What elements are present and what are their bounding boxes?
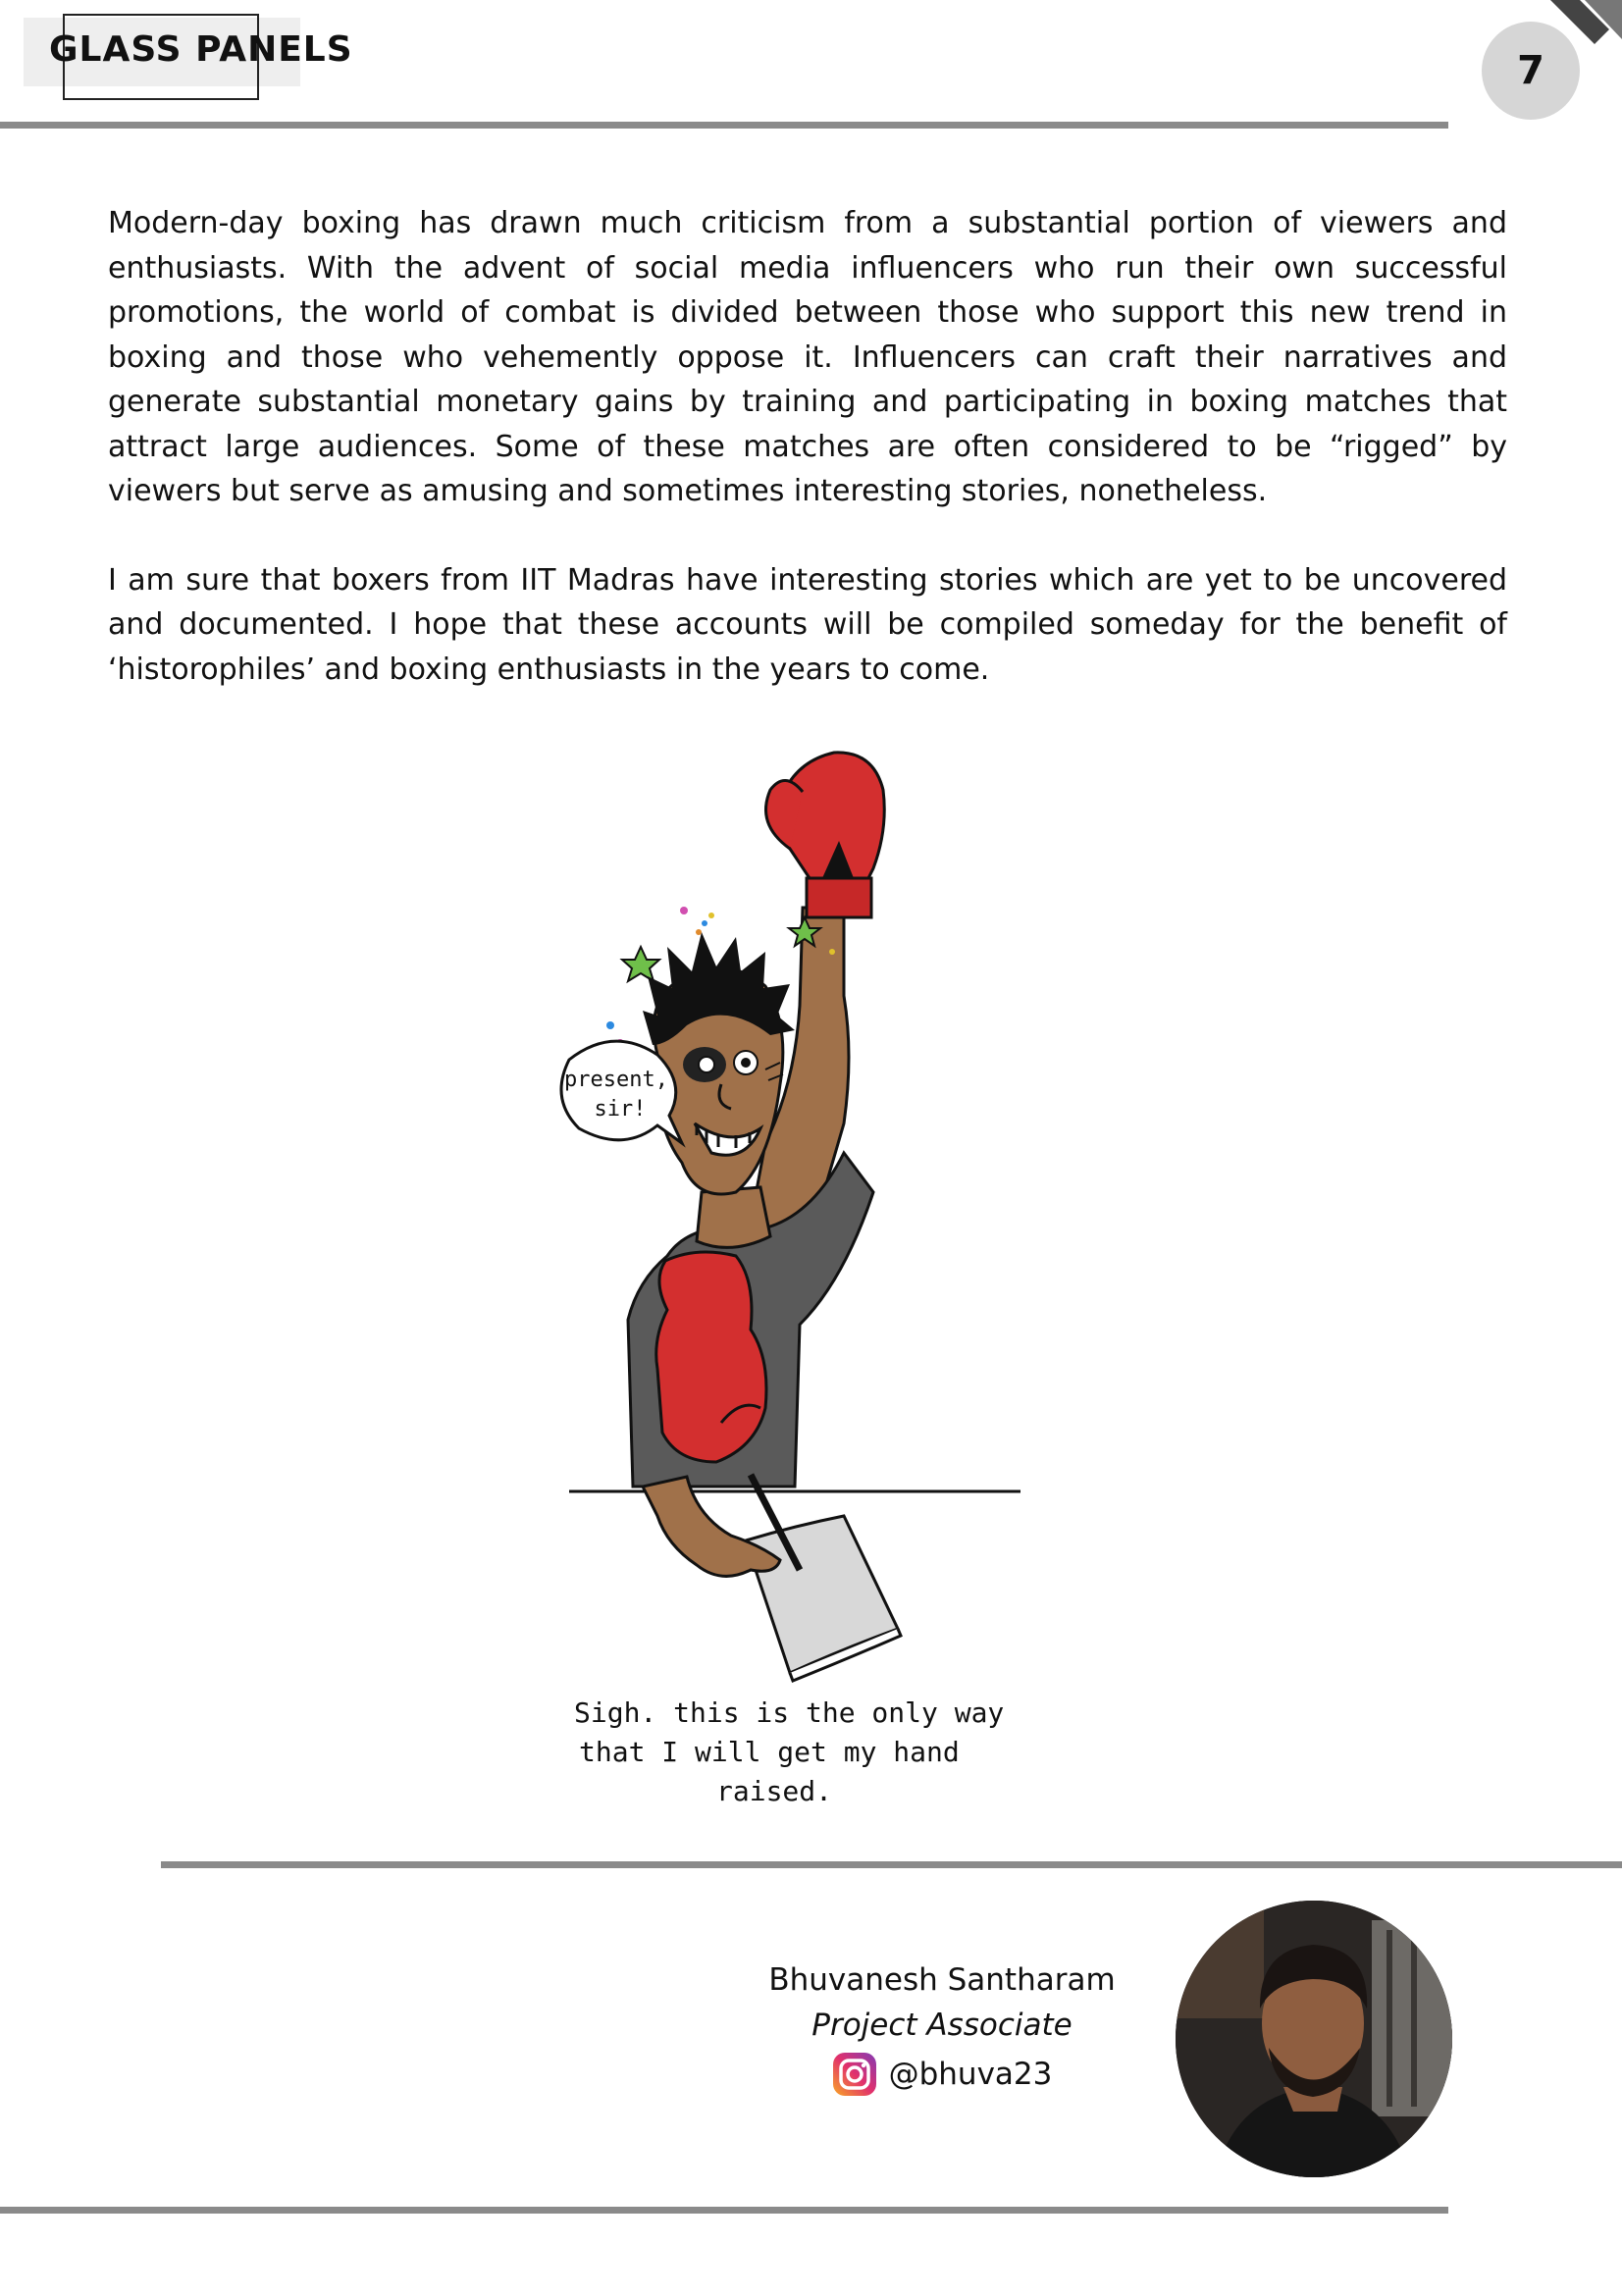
author-photo (1176, 1901, 1452, 2177)
author-divider-top (161, 1861, 1622, 1868)
lower-glove (656, 1252, 766, 1462)
author-credit (746, 1957, 1138, 2097)
author-avatar (1176, 1901, 1452, 2177)
article-paragraph: I am sure that boxers from IIT Madras have interesting stories which are yet to be uncovered and documented. I hope that these accounts will be compiled someday for the benefit of ‘historophiles’ and boxing enthusiasts in the years to come. (108, 562, 1507, 687)
author-name: Bhuvanesh Santharam (768, 1962, 1116, 1998)
page-number: 7 (1482, 22, 1580, 120)
caption-line-2: that I will get my hand (579, 1736, 960, 1768)
magazine-title: GLASS PANELS (49, 29, 353, 70)
social-handle[interactable] (746, 2052, 1138, 2097)
article-paragraph: Modern-day boxing has drawn much criticism from a substantial portion of viewers and enthusiasts. With the advent of social media influencers who run their own successful promotions, the world of combat is divided between those who support this new trend in boxing and those who vehemently oppose it. Influencers can craft their narratives and generate substantial monetary gains by training and participating in boxing matches that attract large audiences. Some of these matches are often considered to be “rigged” by viewers but serve as amusing and sometimes interesting stories, nonetheless. (108, 206, 1507, 508)
speech-line-1: present, (564, 1068, 668, 1092)
author-role: Project Associate (811, 2008, 1073, 2043)
notepad (746, 1516, 901, 1681)
boxer-cartoon (549, 731, 1040, 1810)
instagram-handle[interactable]: @bhuva23 (888, 2057, 1053, 2092)
caption-line-3: raised. (716, 1775, 833, 1807)
instagram-icon (832, 2052, 877, 2097)
raised-glove (766, 753, 885, 917)
footer-divider (0, 2207, 1448, 2214)
header-divider (0, 122, 1448, 129)
caption-line-1: Sigh. this is the only way (574, 1696, 1005, 1729)
article-body (108, 201, 1507, 736)
speech-line-2: sir! (594, 1097, 647, 1122)
